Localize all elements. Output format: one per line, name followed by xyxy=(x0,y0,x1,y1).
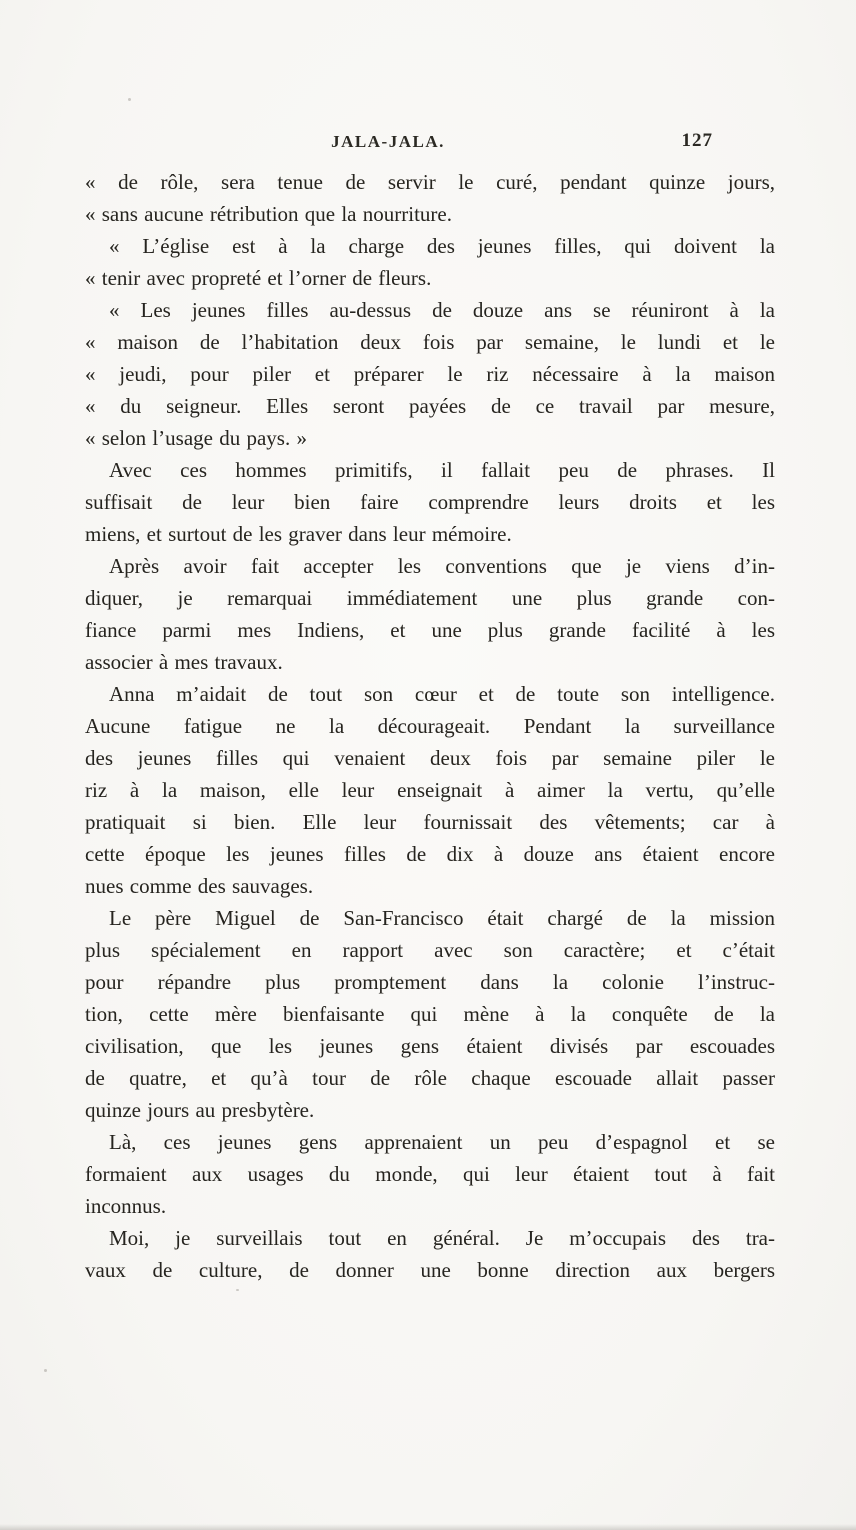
text-line: pour répandre plus promptement dans la colonie l’instruc- xyxy=(85,970,775,994)
paragraph xyxy=(85,166,775,230)
running-title: JALA-JALA. xyxy=(331,132,445,151)
paragraph xyxy=(85,1222,775,1286)
text-line: civilisation, que les jeunes gens étaient divisés par escouades xyxy=(85,1034,775,1058)
paragraph xyxy=(85,294,775,454)
text-line: diquer, je remarquai immédiatement une plus grande con- xyxy=(85,586,775,610)
text-line: formaient aux usages du monde, qui leur étaient tout à fait xyxy=(85,1162,775,1186)
scan-speck xyxy=(236,1289,239,1291)
text-line: fiance parmi mes Indiens, et une plus grande facilité à les xyxy=(85,618,775,642)
text-line: Après avoir fait accepter les conventions que je viens d’in- xyxy=(109,554,775,578)
text-line: Le père Miguel de San-Francisco était chargé de la mission xyxy=(109,906,775,930)
text-line: Aucune fatigue ne la décourageait. Pendant la surveillance xyxy=(85,714,775,738)
text-line: tion, cette mère bienfaisante qui mène à la conquête de la xyxy=(85,1002,775,1026)
text-line: « Les jeunes filles au-dessus de douze ans se réuniront à la xyxy=(109,298,775,322)
page-number: 127 xyxy=(681,130,713,151)
paragraph xyxy=(85,230,775,294)
text-line: « tenir avec propreté et l’orner de fleurs. xyxy=(85,266,432,290)
text-line: des jeunes filles qui venaient deux fois par semaine piler le xyxy=(85,746,775,770)
text-block xyxy=(85,166,775,1286)
text-line: quinze jours au presbytère. xyxy=(85,1098,315,1122)
text-line: « jeudi, pour piler et préparer le riz nécessaire à la maison xyxy=(85,362,775,386)
paragraph xyxy=(85,1126,775,1222)
text-line: associer à mes travaux. xyxy=(85,650,283,674)
text-line: cette époque les jeunes filles de dix à douze ans étaient encore xyxy=(85,842,775,866)
text-line: de quatre, et qu’à tour de rôle chaque escouade allait passer xyxy=(85,1066,775,1090)
text-line: plus spécialement en rapport avec son caractère; et c’était xyxy=(85,938,775,962)
paragraph xyxy=(85,550,775,678)
text-line: suffisait de leur bien faire comprendre leurs droits et les xyxy=(85,490,775,514)
scan-speck xyxy=(44,1369,47,1372)
text-line: riz à la maison, elle leur enseignait à aimer la vertu, qu’elle xyxy=(85,778,775,802)
text-line: pratiquait si bien. Elle leur fournissait des vêtements; car à xyxy=(85,810,775,834)
text-line: Avec ces hommes primitifs, il fallait peu de phrases. Il xyxy=(109,458,775,482)
text-line: inconnus. xyxy=(85,1194,167,1218)
text-line: vaux de culture, de donner une bonne direction aux bergers xyxy=(85,1258,775,1282)
paragraph xyxy=(85,678,775,902)
paragraph xyxy=(85,902,775,1126)
text-line: miens, et surtout de les graver dans leur mémoire. xyxy=(85,522,512,546)
text-line: Anna m’aidait de tout son cœur et de toute son intelligence. xyxy=(109,682,775,706)
text-line: « du seigneur. Elles seront payées de ce travail par mesure, xyxy=(85,394,775,418)
text-line: Là, ces jeunes gens apprenaient un peu d’espagnol et se xyxy=(109,1130,775,1154)
text-line: « L’église est à la charge des jeunes filles, qui doivent la xyxy=(109,234,775,258)
text-line: « selon l’usage du pays. » xyxy=(85,426,307,450)
text-line: Moi, je surveillais tout en général. Je m’occupais des tra- xyxy=(109,1226,775,1250)
scan-edge-shadow xyxy=(0,1524,856,1530)
text-line: « de rôle, sera tenue de servir le curé, pendant quinze jours, xyxy=(85,170,775,194)
page-header xyxy=(85,130,775,156)
text-line: « sans aucune rétribution que la nourriture. xyxy=(85,202,452,226)
scan-speck xyxy=(128,98,131,101)
paragraph xyxy=(85,454,775,550)
text-line: nues comme des sauvages. xyxy=(85,874,314,898)
text-line: « maison de l’habitation deux fois par semaine, le lundi et le xyxy=(85,330,775,354)
